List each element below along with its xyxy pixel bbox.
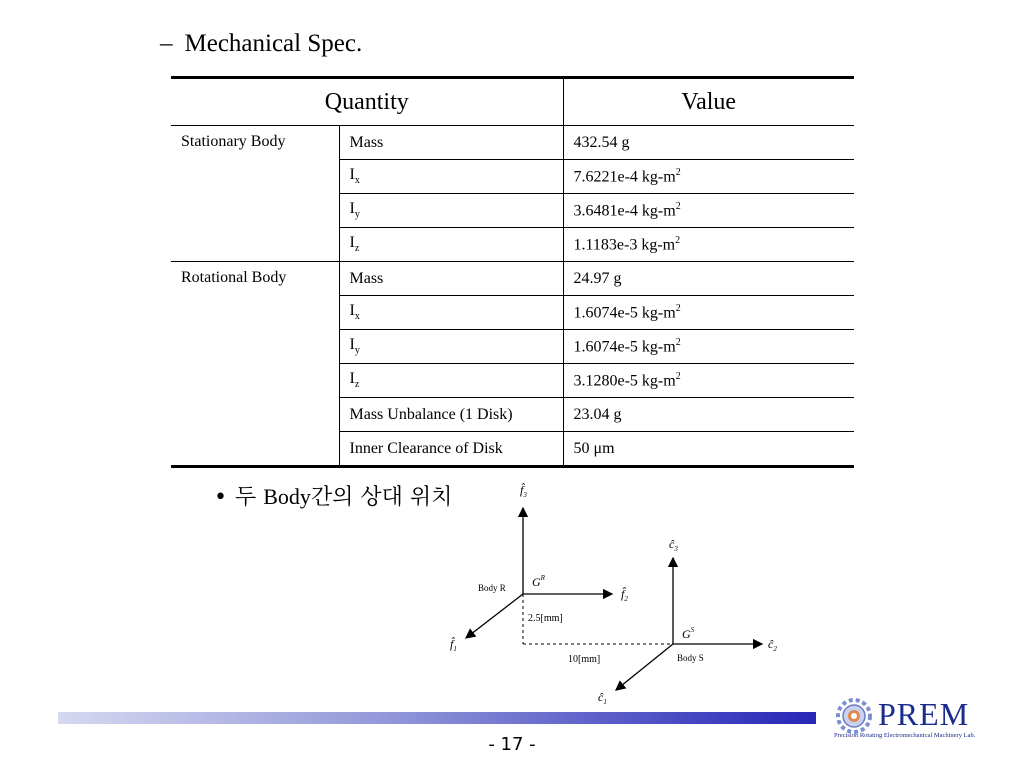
row-label: $I_y$ (339, 330, 563, 364)
g-r-label: $G^R$ (532, 574, 545, 589)
heading-title: Mechanical Spec. (184, 30, 363, 57)
row-value: 432.54 g (563, 126, 854, 160)
row-value: 50 μm (563, 432, 854, 467)
body-s-label: Body S (677, 653, 704, 663)
row-label: Mass (339, 262, 563, 296)
row-label: $I_x$ (339, 160, 563, 194)
row-value: 1.6074e-5 $kg-m^2$ (563, 296, 854, 330)
g-s-label: $G^S$ (682, 626, 695, 641)
group-rotational-body: Rotational Body (171, 262, 339, 467)
row-label: Mass (339, 126, 563, 160)
c2-label: $ĉ_2$ (768, 637, 777, 653)
gear-logo-icon (836, 698, 872, 734)
bullet-body-word: Body (263, 484, 311, 509)
row-value: 3.1280e-5 $kg-m^2$ (563, 364, 854, 398)
c3-label: $ĉ_3$ (669, 537, 678, 553)
row-label: $I_z$ (339, 364, 563, 398)
bullet-suffix: 간의 상대 위치 (310, 485, 453, 510)
table-row (171, 126, 854, 160)
row-label: $I_x$ (339, 296, 563, 330)
header-value: Value (563, 78, 854, 126)
row-value: 7.6221e-4 $kg-m^2$ (563, 160, 854, 194)
heading-dash: – (160, 30, 173, 57)
body-r-label: Body R (478, 583, 506, 593)
slide-heading (160, 30, 362, 58)
row-label: $I_z$ (339, 228, 563, 262)
header-quantity: Quantity (171, 78, 563, 126)
bullet-prefix: 두 (234, 485, 264, 510)
row-value: 3.6481e-4 $kg-m^2$ (563, 194, 854, 228)
dim-horizontal-label: 10[mm] (568, 654, 601, 665)
row-value: 23.04 g (563, 398, 854, 432)
table-header-row (171, 78, 854, 126)
logo-brand: PREM (878, 696, 970, 732)
f2-label: $f̂_2$ (621, 587, 628, 603)
f1-label: $f̂_1$ (450, 637, 457, 653)
row-label: $I_y$ (339, 194, 563, 228)
logo-tagline: Precision Rotating Electromechanical Machinery Lab. (834, 732, 976, 739)
row-label: Inner Clearance of Disk (339, 432, 563, 467)
row-value: 1.1183e-3 $kg-m^2$ (563, 228, 854, 262)
f3-label: $f̂_3$ (520, 483, 527, 499)
row-label: Mass Unbalance (1 Disk) (339, 398, 563, 432)
page-number: - 17 - (488, 734, 536, 755)
footer-gradient-bar (58, 712, 816, 724)
c1-axis (616, 644, 673, 690)
bullet-dot: • (214, 485, 227, 510)
c1-label: $ĉ_1$ (598, 690, 607, 706)
table-row (171, 262, 854, 296)
row-value: 24.97 g (563, 262, 854, 296)
bullet-relative-position (214, 480, 452, 511)
row-value: 1.6074e-5 $kg-m^2$ (563, 330, 854, 364)
f1-axis (466, 594, 523, 638)
mechanical-spec-table (171, 76, 854, 468)
group-stationary-body: Stationary Body (171, 126, 339, 262)
relative-position-diagram (440, 478, 800, 710)
dim-vertical-label: 2.5[mm] (528, 613, 563, 624)
